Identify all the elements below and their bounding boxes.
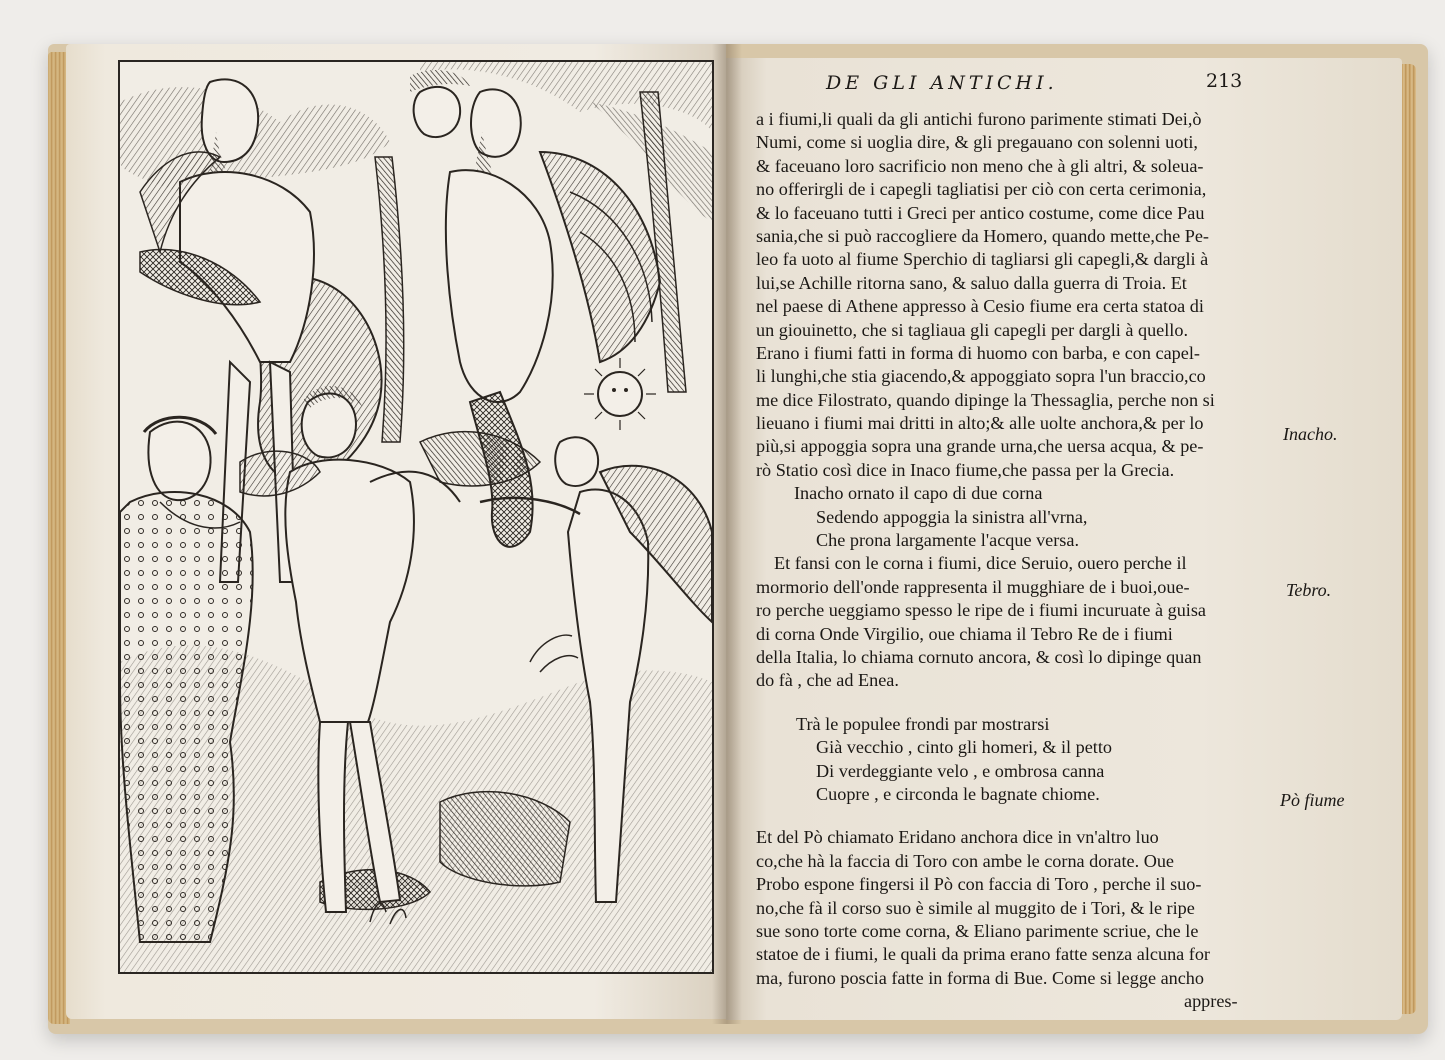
spacer [756, 806, 1276, 826]
running-head: DE GLI ANTICHI. [826, 72, 1058, 94]
text-line: statoe de i fiumi, le quali da prima erano fatte senza alcuna for [756, 944, 1210, 965]
verse-line: Trà le populee frondi par mostrarsi [796, 713, 1050, 734]
text-line: Et del Pò chiamato Eridano anchora dice in vn'altro luo [756, 827, 1159, 848]
verse-line: Cuopre , e circonda le bagnate chiome. [816, 783, 1100, 804]
text-line: rò Statio così dice in Inaco fiume,che passa per la Grecia. [756, 459, 1175, 480]
text-line: sue sono torte come corna, & Eliano parimente scriue, che le [756, 920, 1199, 941]
verse-line: Inacho ornato il capo di due corna [794, 483, 1043, 504]
verse-line: Già vecchio , cinto gli homeri, & il petto [816, 737, 1112, 758]
text-line: ro perche ueggiamo spesso le ripe de i fiumi incuruate à guisa [756, 600, 1206, 621]
book-gutter [712, 44, 742, 1024]
text-line: più,si appoggia sopra una grande urna,che uersa acqua, & pe- [756, 436, 1204, 457]
text-line: & lo faceuano tutti i Greci per antico costume, come dice Pau [756, 202, 1205, 223]
text-line: no offerirgli de i capegli tagliatisi per ciò con certa cerimonia, [756, 179, 1207, 200]
page-number: 213 [1206, 70, 1243, 92]
text-line: Numi, come si uoglia dire, & gli pregauano con solenni uoti, [756, 132, 1198, 153]
text-line: leo fa uoto al fiume Sperchio di tagliarsi gli capegli,& dargli à [756, 249, 1209, 270]
margin-note-inacho: Inacho. [1283, 424, 1338, 444]
text-line: do fà , che ad Enea. [756, 670, 899, 691]
text-line: nel paese di Athene appresso à Cesio fiume era certa statoa di [756, 296, 1204, 317]
text-line: della Italia, lo chiama cornuto ancora, & così lo dipinge quan [756, 646, 1202, 667]
text-line: sania,che si può raccogliere da Homero, quando mette,che Pe- [756, 225, 1209, 246]
spacer [756, 693, 1276, 713]
text-line: me dice Filostrato, quando dipinge la Thessaglia, perche non si [756, 389, 1215, 410]
text-line: Probo espone fingersi il Pò con faccia di Toro , perche il suo- [756, 874, 1202, 895]
text-line: un giouinetto, che si tagliaua gli capegli per dargli à quello. [756, 319, 1188, 340]
text-line: ma, furono poscia fatte in forma di Bue. Come si legge ancho [756, 967, 1204, 988]
verse-line: Di verdeggiante velo , e ombrosa canna [816, 760, 1105, 781]
text-line: no,che fà il corso suo è simile al muggito de i Tori, & le ripe [756, 897, 1195, 918]
verse-line: Sedendo appoggia la sinistra all'vrna, [816, 506, 1088, 527]
text-line: lieuano i fiumi mai dritti in alto;& alle uolte anchora,& per lo [756, 413, 1204, 434]
text-block [756, 108, 1276, 1013]
text-line: lui,se Achille ritorna sano, & saluo dalla guerra di Troia. Et [756, 272, 1187, 293]
text-line: Et fansi con le corna i fiumi, dice Seruio, ouero perche il [774, 553, 1187, 574]
margin-note-po: Pò fiume [1280, 790, 1345, 810]
engraving-illustration [118, 60, 714, 974]
text-line: li lunghi,che stia giacendo,& appoggiato sopra l'un braccio,co [756, 366, 1206, 387]
engraving-drawing [120, 62, 712, 972]
text-line: mormorio dell'onde rappresenta il mugghiare de i buoi,oue- [756, 576, 1190, 597]
text-line: co,che hà la faccia di Toro con ambe le corna dorate. Oue [756, 850, 1175, 871]
text-line: Erano i fiumi fatti in forma di huomo con barba, e con capel- [756, 342, 1200, 363]
text-line: di corna Onde Virgilio, oue chiama il Tebro Re de i fiumi [756, 623, 1173, 644]
text-line: & faceuano loro sacrificio non meno che à gli altri, & soleua- [756, 155, 1204, 176]
verse-line: Che prona largamente l'acque versa. [816, 530, 1080, 551]
catchword: appres- [1184, 991, 1238, 1012]
text-line: a i fiumi,li quali da gli antichi furono parimente stimati Dei,ò [756, 109, 1202, 129]
margin-note-tebro: Tebro. [1286, 580, 1332, 600]
